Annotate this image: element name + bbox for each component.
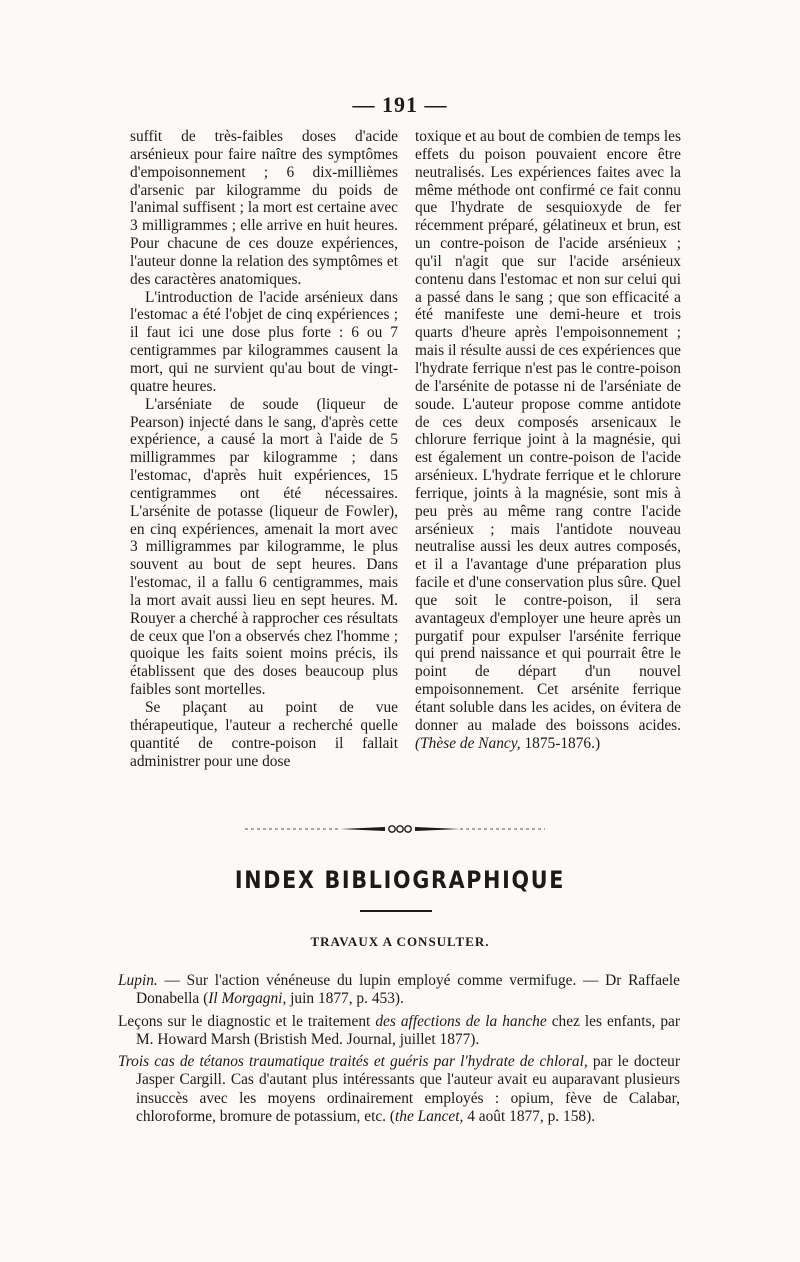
sub-heading: TRAVAUX A CONSULTER.	[310, 934, 490, 949]
reference-item	[118, 1013, 680, 1050]
paragraph: L'arséniate de soude (liqueur de Pearson) injecté dans le sang, d'après cette expérience, a causé la mort à l'aide de 5 milligrammes par kilogramme ; dans l'estomac, d'après huit expériences, 15 centigrammes ont été nécessaires. L'arsénite de potasse (liqueur de Fowler), en cinq expériences, amenait la mort avec 3 milligrammes par kilogramme, le plus souvent au bout de sept heures. Dans l'estomac, il a fallu 6 centigrammes, mais la mort avait aussi lieu en sept heures. M. Rouyer a cherché à rapprocher ces résultats de ceux que l'on a observés chez l'homme ; quoique les faits soient moins précis, ils établissent que des doses beaucoup plus faibles sont mortelles.	[130, 395, 398, 699]
title-rule	[360, 910, 432, 912]
reference-lead: Trois cas de tétanos traumatique traités et guéris par l'hydrate de chloral,	[118, 1053, 588, 1071]
reference-tail: chez les enfants, par M. Howard Marsh (Bristish Med. Journal, juillet 1877).	[136, 1012, 680, 1048]
source-citation: (Thèse de Nancy,	[415, 734, 521, 752]
paragraph: L'introduction de l'acide arsénieux dans l'estomac a été l'objet de cinq expériences ; il faut ici une dose plus forte : 6 ou 7 centigrammes par kilogrammes causent la mort, qui ne survient qu'au bout de vingt-quatre heures.	[130, 288, 398, 395]
page-number: — 191 —	[352, 92, 448, 117]
reference-lead: Lupin.	[118, 972, 158, 989]
reference-tail: juin 1877, p. 453).	[286, 990, 404, 1008]
paragraph: suffit de très-faibles doses d'acide arsénieux pour faire naître des symptômes d'empoisonnement ; 6 dix-millièmes d'arsenic par kilogramme du poids de l'animal suffisent ; la mort est certaine avec 3 milligrammes ; elle arrive en huit heures. Pour chacune de ces douze expériences, l'auteur donne la relation des symptômes et des caractères anatomiques.	[130, 128, 398, 288]
references-list	[118, 972, 680, 1130]
source-years: 1875-1876.)	[524, 734, 601, 752]
reference-journal: des affections de la hanche	[375, 1012, 547, 1030]
reference-tail: 4 août 1877, p. 158).	[463, 1108, 596, 1126]
paragraph-text: toxique et au bout de combien de temps les effets du poison pouvaient encore être neutralisés. Les expériences faites avec la même méthode ont confirmé ce fait connu que l'hydrate de sesquioxyde de fer récemment préparé, gélatineux et brun, est un contre-poison de l'acide arsénieux ; qu'il n'agit que sur l'acide arsénieux contenu dans l'estomac et non sur celui qui a passé dans le sang ; que son efficacité a été manifeste une demi-heure et trois quarts d'heure après l'empoisonnement ; mais il résulte aussi de ces expériences que l'hydrate ferrique n'est pas le contre-poison de l'arsénite de potasse ni de l'arséniate de soude. L'auteur propose comme antidote de ces deux composés arsenicaux le chlorure ferrique joint à la magnésie, qui est également un contre-poison de l'acide arsénieux. L'hydrate ferrique et le chlorure ferrique, joints à la magnésie, sont mis à peu près au même rang contre l'acide arsénieux ; mais l'antidote nouveau neutralise aussi les deux autres composés, et il a l'avantage d'une préparation plus facile et d'une conservation plus sûre. Quel que soit le contre-poison, il sera avantageux d'employer une heure après un purgatif pour expulser l'arsénite ferrique qui prend naissance et qui pourrait être le point de départ d'un nouvel empoisonnement. Cet arsénite ferrique étant soluble dans les acides, on évitera de donner au malade des boissons acides.	[415, 128, 681, 734]
left-column	[130, 128, 398, 770]
paragraph	[415, 128, 681, 753]
reference-text: Leçons sur le diagnostic et le traitement	[118, 1012, 376, 1030]
reference-text: — Sur l'action vénéneuse du lupin employé comme vermifuge. — Dr Raffaele Donabella (	[136, 972, 680, 1008]
reference-text: par le docteur Jasper Cargill. Cas d'autant plus intéressants que l'auteur avait eu auparavant plusieurs insuccès avec les moyens ordinairement employés : opium, fève de Calabar, chloroforme, bromure de potassium, etc. (	[136, 1053, 680, 1126]
paragraph: Se plaçant au point de vue thérapeutique, l'auteur a recherché quelle quantité de contre-poison il fallait administrer pour une dose	[130, 699, 398, 770]
reference-journal: Il Morgagni,	[208, 990, 287, 1008]
reference-journal: the Lancet,	[395, 1108, 464, 1126]
reference-item	[118, 1053, 680, 1126]
reference-item	[118, 972, 680, 1009]
right-column	[415, 128, 681, 753]
ornament-divider	[245, 822, 545, 836]
index-title: INDEX BIBLIOGRAPHIQUE	[234, 866, 566, 894]
